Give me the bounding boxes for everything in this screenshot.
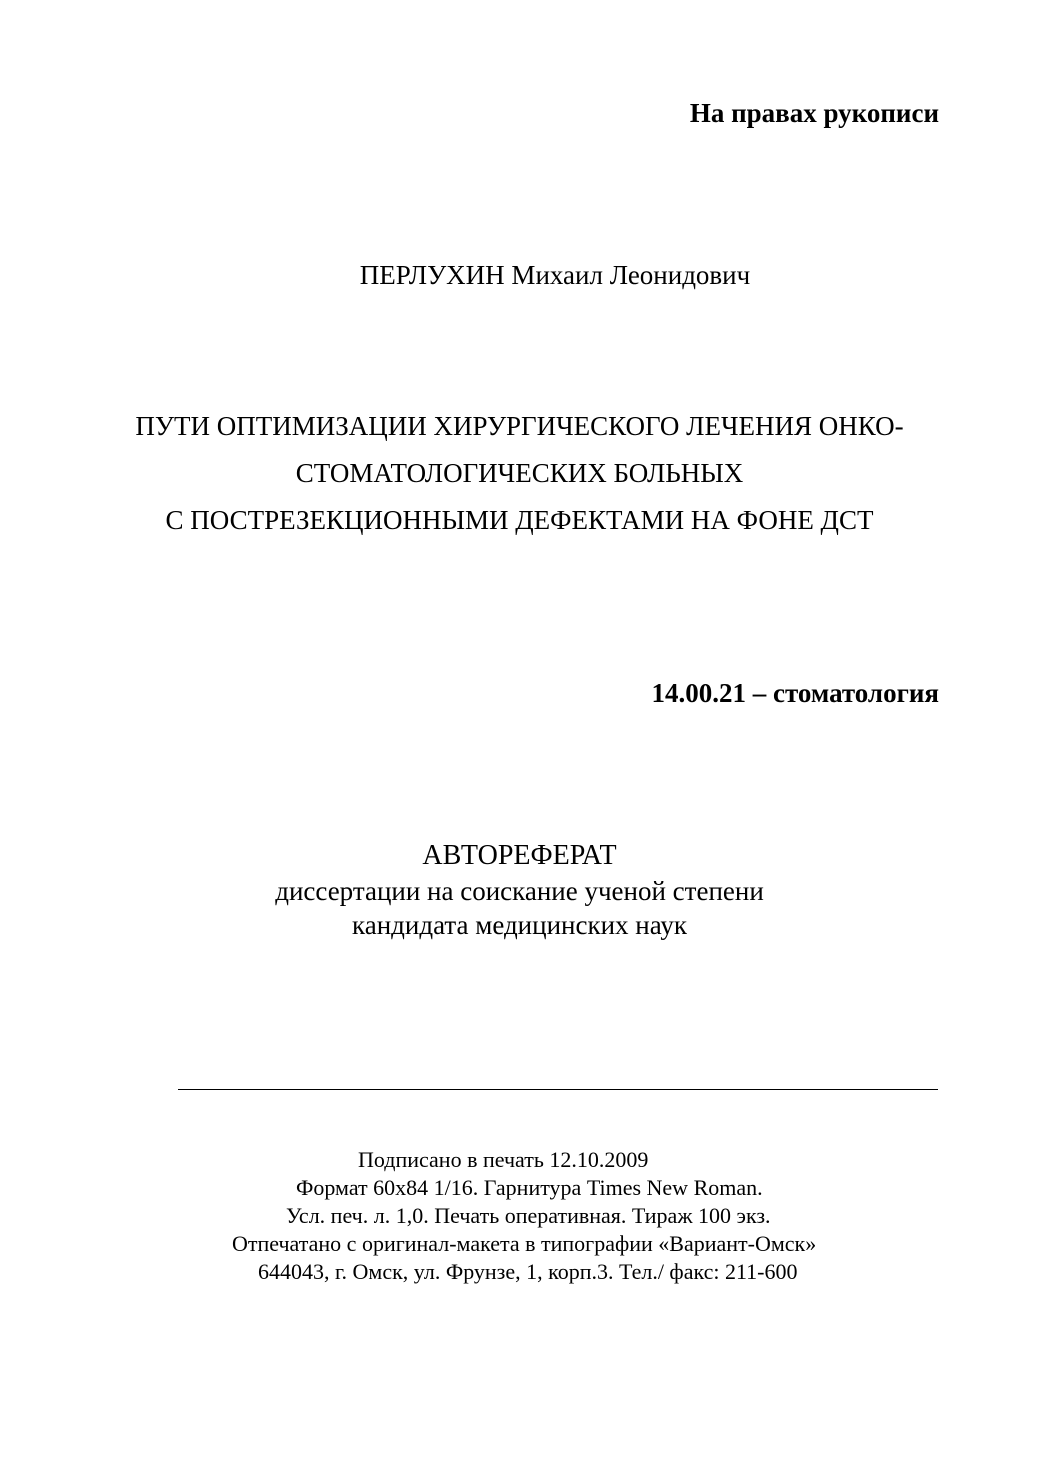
imprint-print-info: Усл. печ. л. 1,0. Печать оперативная. Тираж 100 экз. [286, 1203, 771, 1228]
rights-note: На правах рукописи [689, 98, 939, 128]
abstract-line-2: кандидата медицинских наук [352, 910, 687, 940]
imprint-signed: Подписано в печать 12.10.2009 [358, 1147, 649, 1172]
title-line-2: СТОМАТОЛОГИЧЕСКИХ БОЛЬНЫХ [295, 458, 744, 488]
abstract-line-1: диссертации на соискание ученой степени [275, 876, 764, 906]
title-line-3: С ПОСТРЕЗЕКЦИОННЫМИ ДЕФЕКТАМИ НА ФОНЕ ДСТ [165, 505, 874, 535]
imprint-printer: Отпечатано с оригинал-макета в типографии «Вариант-Омск» [232, 1231, 817, 1256]
divider-line [178, 1089, 938, 1090]
abstract-block [0, 838, 1039, 942]
author-name: ПЕРЛУХИН Михаил Леонидович [359, 260, 751, 290]
abstract-heading: АВТОРЕФЕРАТ [422, 840, 617, 871]
imprint-format: Формат 60х84 1/16. Гарнитура Times New Roman. [296, 1175, 763, 1200]
imprint-address: 644043, г. Омск, ул. Фрунзе, 1, корп.3. Тел./ факс: 211-600 [258, 1259, 798, 1284]
dissertation-title [0, 403, 1039, 544]
imprint-block [0, 1146, 1039, 1286]
specialty-code: 14.00.21 – стоматология [651, 678, 939, 708]
title-line-1: ПУТИ ОПТИМИЗАЦИИ ХИРУРГИЧЕСКОГО ЛЕЧЕНИЯ ОНКО- [135, 411, 904, 441]
